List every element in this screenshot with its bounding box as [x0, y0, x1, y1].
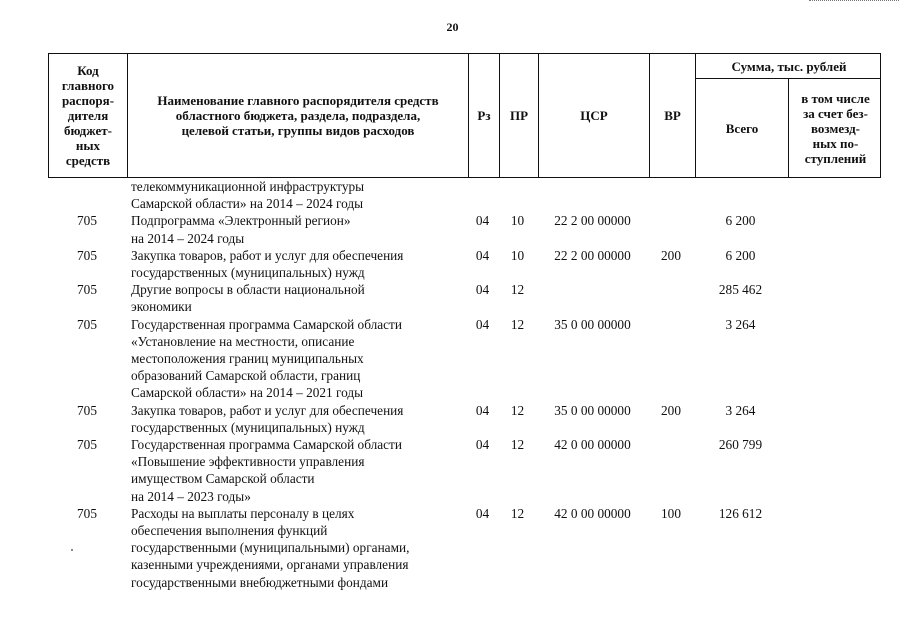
cell-pr: 12 [510, 316, 525, 332]
header-name-line: целевой статьи, группы видов расходов [181, 123, 415, 138]
table-body [48, 178, 881, 591]
cell-vr: 200 [661, 402, 681, 418]
header-code-line: ных [75, 138, 101, 153]
cell-csr [537, 178, 648, 212]
cell-code: 705 [77, 213, 97, 229]
cell-pr: 12 [510, 402, 525, 418]
header-free-line: ступлений [804, 150, 867, 166]
cell-code: 705 [77, 505, 97, 521]
header-free-line: возмезд- [811, 120, 860, 136]
cell-csr: 35 0 00 00000 [554, 402, 631, 418]
cell-pr: 12 [510, 282, 525, 298]
cell-total [694, 178, 787, 212]
header-code [49, 54, 127, 177]
page-number: 20 [446, 20, 459, 34]
cell-free [787, 178, 881, 212]
cell-name-line: государственными (муниципальными) органами, [131, 540, 410, 556]
cell-total: 6 200 [725, 213, 756, 229]
cell-csr: 42 0 00 00000 [554, 505, 631, 521]
cell-name-line: государственными внебюджетными фондами [131, 574, 389, 590]
header-total: Всего [725, 120, 759, 136]
table-row [48, 178, 881, 212]
cell-pr: 10 [510, 247, 525, 263]
cell-name-line: Государственная программа Самарской области [131, 437, 402, 453]
cell-rz: 04 [475, 402, 490, 418]
header-name-line: областного бюджета, раздела, подраздела, [175, 108, 421, 123]
cell-free [787, 281, 881, 315]
cell-csr: 42 0 00 00000 [554, 437, 631, 453]
header-free [789, 79, 882, 177]
cell-rz: 04 [475, 213, 490, 229]
cell-name [126, 505, 467, 591]
header-sum: Сумма, тыс. рублей [731, 58, 847, 74]
cell-csr: 35 0 00 00000 [554, 316, 631, 332]
cell-name-line: экономики [131, 299, 192, 315]
cell-name-line: «Повышение эффективности управления [131, 454, 365, 470]
header-pr: ПР [509, 108, 529, 123]
cell-name-line: на 2014 – 2024 годы [131, 230, 245, 246]
cell-name [126, 212, 467, 246]
header-rz: Рз [477, 108, 491, 123]
cell-vr [648, 281, 694, 315]
cell-name-line: на 2014 – 2023 годы» [131, 488, 251, 504]
cell-free [787, 505, 881, 591]
header-name-line: Наименование главного распорядителя средств [157, 93, 439, 108]
cell-code: 705 [77, 316, 97, 332]
table-row [48, 436, 881, 505]
cell-name-line: обеспечения выполнения функций [131, 523, 328, 539]
cell-total: 285 462 [718, 282, 763, 298]
cell-pr: 12 [510, 437, 525, 453]
header-code-line: главного [61, 78, 115, 93]
cell-name-line: Закупка товаров, работ и услуг для обеспечения [131, 402, 404, 418]
cell-name-line: образований Самарской области, границ [131, 368, 361, 384]
header-free-line: за счет без- [803, 105, 868, 121]
cell-total: 3 264 [725, 316, 756, 332]
header-code-line: дителя [67, 108, 109, 123]
cell-name-line: имуществом Самарской области [131, 471, 315, 487]
table-row [48, 212, 881, 246]
header-code-line: бюджет- [63, 123, 112, 138]
cell-name-line: Закупка товаров, работ и услуг для обеспечения [131, 247, 404, 263]
cell-total: 3 264 [725, 402, 756, 418]
cell-vr: 100 [661, 505, 681, 521]
cell-rz [467, 178, 498, 212]
cell-vr [648, 178, 694, 212]
cell-name-line: государственных (муниципальных) нужд [131, 419, 365, 435]
cell-csr: 22 2 00 00000 [554, 247, 631, 263]
cell-code: 705 [77, 437, 97, 453]
cell-rz: 04 [475, 316, 490, 332]
cell-name-line: Расходы на выплаты персоналу в целях [131, 505, 355, 521]
cell-csr [537, 281, 648, 315]
cell-name [126, 402, 467, 436]
table-row [48, 402, 881, 436]
cell-total: 6 200 [725, 247, 756, 263]
cell-free [787, 316, 881, 402]
cell-pr [498, 178, 537, 212]
cell-name-line: Подпрограмма «Электронный регион» [131, 213, 351, 229]
header-free-line: ных по- [812, 135, 859, 151]
cell-pr: 10 [510, 213, 525, 229]
table-row [48, 281, 881, 315]
cell-rz: 04 [475, 282, 490, 298]
cell-vr [648, 436, 694, 505]
cell-free [787, 247, 881, 281]
header-free-line: в том числе [801, 90, 870, 106]
cell-vr [648, 316, 694, 402]
cell-name [126, 316, 467, 402]
table-row [48, 316, 881, 402]
cell-free [787, 212, 881, 246]
scan-corner-mark [809, 0, 899, 2]
header-code-line: распоря- [61, 93, 115, 108]
header-csr: ЦСР [580, 108, 608, 123]
table-row [48, 505, 881, 591]
cell-name-line: государственных (муниципальных) нужд [131, 265, 365, 281]
cell-total: 260 799 [718, 437, 763, 453]
cell-csr: 22 2 00 00000 [554, 213, 631, 229]
cell-rz: 04 [475, 247, 490, 263]
cell-rz: 04 [475, 505, 490, 521]
cell-name-line: казенными учреждениями, органами управления [131, 557, 409, 573]
cell-free [787, 436, 881, 505]
cell-name-line: Другие вопросы в области национальной [131, 282, 365, 298]
cell-name-line: Государственная программа Самарской области [131, 316, 402, 332]
header-code-line: средств [65, 153, 111, 168]
cell-name [126, 178, 467, 212]
cell-name [126, 247, 467, 281]
table-row [48, 247, 881, 281]
cell-code: 705 [77, 282, 97, 298]
cell-pr: 12 [510, 505, 525, 521]
cell-rz: 04 [475, 437, 490, 453]
cell-code: 705 [77, 247, 97, 263]
cell-name [126, 281, 467, 315]
header-vr: ВР [664, 108, 681, 123]
cell-code [48, 178, 126, 212]
cell-vr: 200 [661, 247, 681, 263]
header-name [128, 54, 468, 177]
cell-vr [648, 212, 694, 246]
table-header [48, 53, 881, 178]
cell-name-line: Самарской области» на 2014 – 2021 годы [131, 385, 364, 401]
cell-name-line: местоположения границ муниципальных [131, 351, 364, 367]
cell-name-line: «Установление на местности, описание [131, 333, 355, 349]
cell-free [787, 402, 881, 436]
cell-name-line: Самарской области» на 2014 – 2024 годы [131, 196, 364, 212]
cell-total: 126 612 [718, 505, 763, 521]
cell-name [126, 436, 467, 505]
cell-code: 705 [77, 402, 97, 418]
header-code-line: Код [77, 63, 99, 78]
cell-name-line: телекоммуникационной инфраструктуры [131, 179, 365, 194]
